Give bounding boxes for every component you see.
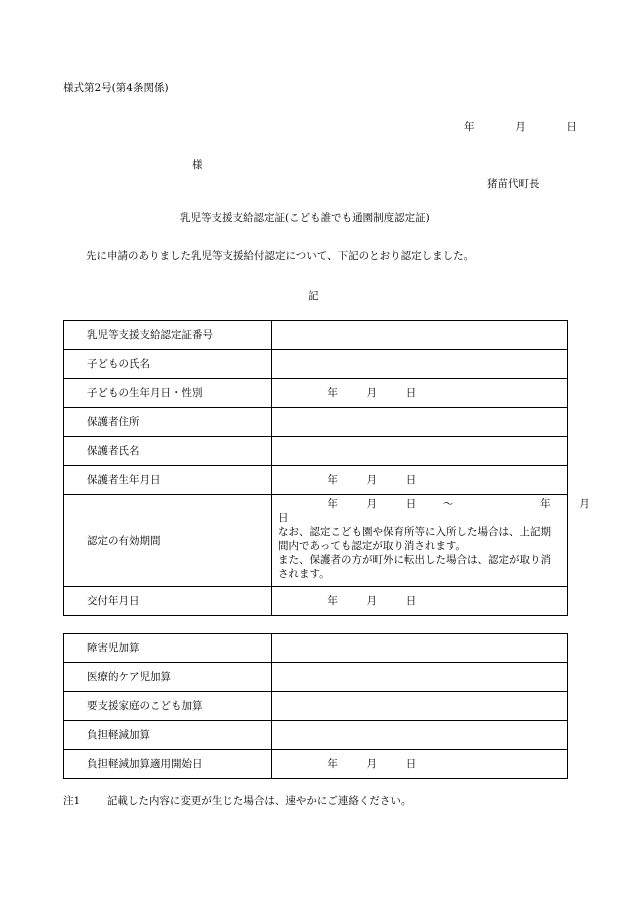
table-row: [64, 663, 568, 692]
table-row: [64, 408, 568, 437]
table-row: [64, 437, 568, 466]
row-label: 負担軽減加算: [64, 721, 272, 750]
guardian-address-value: [272, 408, 568, 437]
day-label: 日: [405, 595, 417, 607]
child-name-value: [272, 350, 568, 379]
day-label: 日: [405, 474, 417, 486]
day-label: 日: [405, 498, 417, 510]
row-label: 負担軽減加算適用開始日: [64, 750, 272, 779]
table-row: [64, 495, 568, 587]
table-row: [64, 721, 568, 750]
ki-heading: 記: [308, 290, 319, 302]
table-row: [64, 634, 568, 663]
certificate-number-value: [272, 321, 568, 350]
row-label: 要支援家庭のこども加算: [64, 692, 272, 721]
row-label: 認定の有効期間: [64, 495, 272, 587]
month-label: 月: [366, 474, 378, 486]
form-number: 様式第2号(第4条関係): [63, 82, 169, 94]
addressee-suffix: 様: [192, 159, 203, 171]
burden-reduction-value: [272, 721, 568, 750]
row-label: 保護者生年月日: [64, 466, 272, 495]
year-label: 年: [327, 474, 338, 486]
table-row: [64, 321, 568, 350]
row-label: 交付年月日: [64, 587, 272, 616]
note-text: 記載した内容に変更が生じた場合は、速やかにご連絡ください。: [106, 795, 412, 807]
day-label: 日: [278, 512, 289, 524]
month-label: 月: [366, 595, 378, 607]
month-label: 月: [579, 498, 590, 510]
year-label: 年: [327, 498, 338, 510]
validity-period-value: [272, 495, 590, 587]
certificate-table: [63, 320, 590, 616]
tilde-separator: 〜: [442, 498, 454, 510]
note-label: 注1: [63, 795, 81, 807]
table-row: [64, 350, 568, 379]
row-label: 保護者住所: [64, 408, 272, 437]
table-row: [64, 379, 568, 408]
row-label: 保護者氏名: [64, 437, 272, 466]
month-label: 月: [366, 758, 378, 770]
date-year-label: 年: [464, 121, 475, 133]
intro-text: 先に申請のありました乳児等支援給付認定について、下記のとおり認定しました。: [86, 250, 475, 262]
row-label: 乳児等支援支給認定証番号: [64, 321, 272, 350]
table-row: [64, 750, 568, 779]
date-day-label: 日: [566, 121, 577, 133]
medical-care-addition-value: [272, 663, 568, 692]
month-label: 月: [366, 498, 378, 510]
table-row: [64, 466, 568, 495]
burden-reduction-start-value: [272, 750, 568, 779]
year-label: 年: [327, 387, 338, 399]
disability-addition-value: [272, 634, 568, 663]
row-label: 医療的ケア児加算: [64, 663, 272, 692]
row-label: 障害児加算: [64, 634, 272, 663]
table-row: [64, 692, 568, 721]
month-label: 月: [366, 387, 378, 399]
date-month-label: 月: [515, 121, 526, 133]
row-label: 子どもの生年月日・性別: [64, 379, 272, 408]
guardian-birthdate-value: [272, 466, 568, 495]
support-family-addition-value: [272, 692, 568, 721]
row-label: 子どもの氏名: [64, 350, 272, 379]
guardian-name-value: [272, 437, 568, 466]
table-row: [64, 587, 568, 616]
child-birthdate-value: [272, 379, 568, 408]
year-label: 年: [327, 595, 338, 607]
year-label: 年: [327, 758, 338, 770]
issuer-name: 猪苗代町長: [487, 178, 540, 190]
validity-note-1: なお、認定こども園や保育所等に入所した場合は、上記期間内であっても認定が取り消されます。: [278, 526, 551, 552]
issue-date-value: [272, 587, 568, 616]
day-label: 日: [405, 387, 417, 399]
date-line: [464, 119, 577, 134]
period-dates: [278, 497, 590, 511]
additions-table: [63, 633, 568, 779]
year-label: 年: [540, 498, 551, 510]
document-title: 乳児等支援支給認定証(こども誰でも通園制度認定証): [180, 212, 430, 224]
day-label: 日: [405, 758, 417, 770]
footer-note: [63, 793, 411, 808]
validity-note-2: また、保護者の方が町外に転出した場合は、認定が取り消されます。: [278, 554, 551, 580]
